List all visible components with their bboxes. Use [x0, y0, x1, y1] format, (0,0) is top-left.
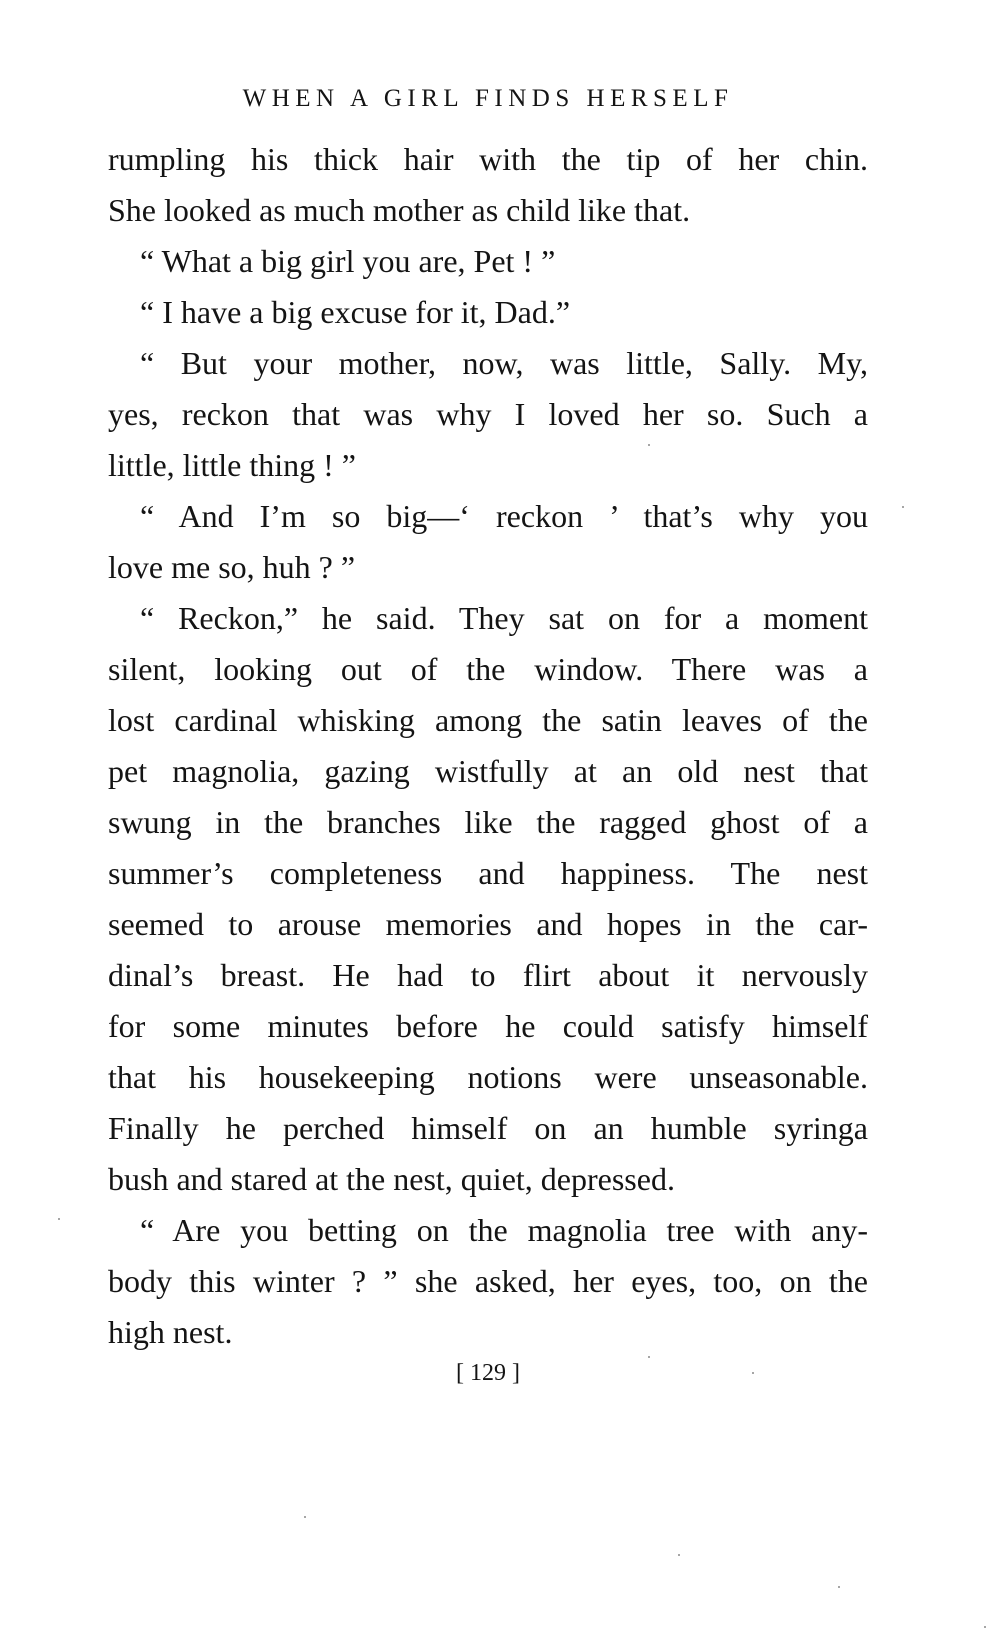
text-line: She looked as much mother as child like that.	[108, 192, 691, 228]
text-line: high nest.	[108, 1314, 233, 1350]
text-line: lost cardinal whisking among the satin leaves of the	[108, 702, 868, 738]
scan-speck	[838, 1586, 840, 1588]
scan-speck	[58, 1218, 60, 1220]
text-line: “ But your mother, now, was little, Sally. My,	[140, 345, 868, 381]
text-line: “ Are you betting on the magnolia tree with any-	[140, 1212, 868, 1248]
text-line: summer’s completeness and happiness. The nest	[108, 855, 868, 891]
scan-speck	[902, 506, 904, 508]
text-line: dinal’s breast. He had to flirt about it nervously	[108, 957, 868, 993]
text-line: love me so, huh ? ”	[108, 549, 356, 585]
scan-speck	[752, 1372, 754, 1374]
text-line: “ What a big girl you are, Pet ! ”	[140, 243, 556, 279]
text-line: silent, looking out of the window. There was a	[108, 651, 868, 687]
scan-speck	[648, 1356, 650, 1358]
body-text	[108, 134, 868, 1358]
scan-speck	[304, 1516, 306, 1518]
text-line: body this winter ? ” she asked, her eyes, too, on the	[108, 1263, 868, 1299]
scan-speck	[984, 1626, 986, 1628]
text-line: Finally he perched himself on an humble syringa	[108, 1110, 868, 1146]
text-line: “ I have a big excuse for it, Dad.”	[140, 294, 571, 330]
text-line: bush and stared at the nest, quiet, depressed.	[108, 1161, 675, 1197]
text-line: that his housekeeping notions were unseasonable.	[108, 1059, 868, 1095]
text-line: pet magnolia, gazing wistfully at an old nest that	[108, 753, 868, 789]
page-number: [ 129 ]	[456, 1360, 520, 1386]
scan-speck	[678, 1554, 680, 1556]
running-head: WHEN A GIRL FINDS HERSELF	[242, 85, 734, 112]
text-line: “ Reckon,” he said. They sat on for a moment	[140, 600, 868, 636]
text-line: for some minutes before he could satisfy himself	[108, 1008, 868, 1044]
text-line: rumpling his thick hair with the tip of her chin.	[108, 141, 868, 177]
text-line: little, little thing ! ”	[108, 447, 356, 483]
text-line: swung in the branches like the ragged ghost of a	[108, 804, 868, 840]
scan-speck	[648, 444, 650, 446]
text-line: “ And I’m so big—‘ reckon ’ that’s why you	[140, 498, 868, 534]
text-line: yes, reckon that was why I loved her so. Such a	[108, 396, 868, 432]
text-line: seemed to arouse memories and hopes in the car-	[108, 906, 868, 942]
